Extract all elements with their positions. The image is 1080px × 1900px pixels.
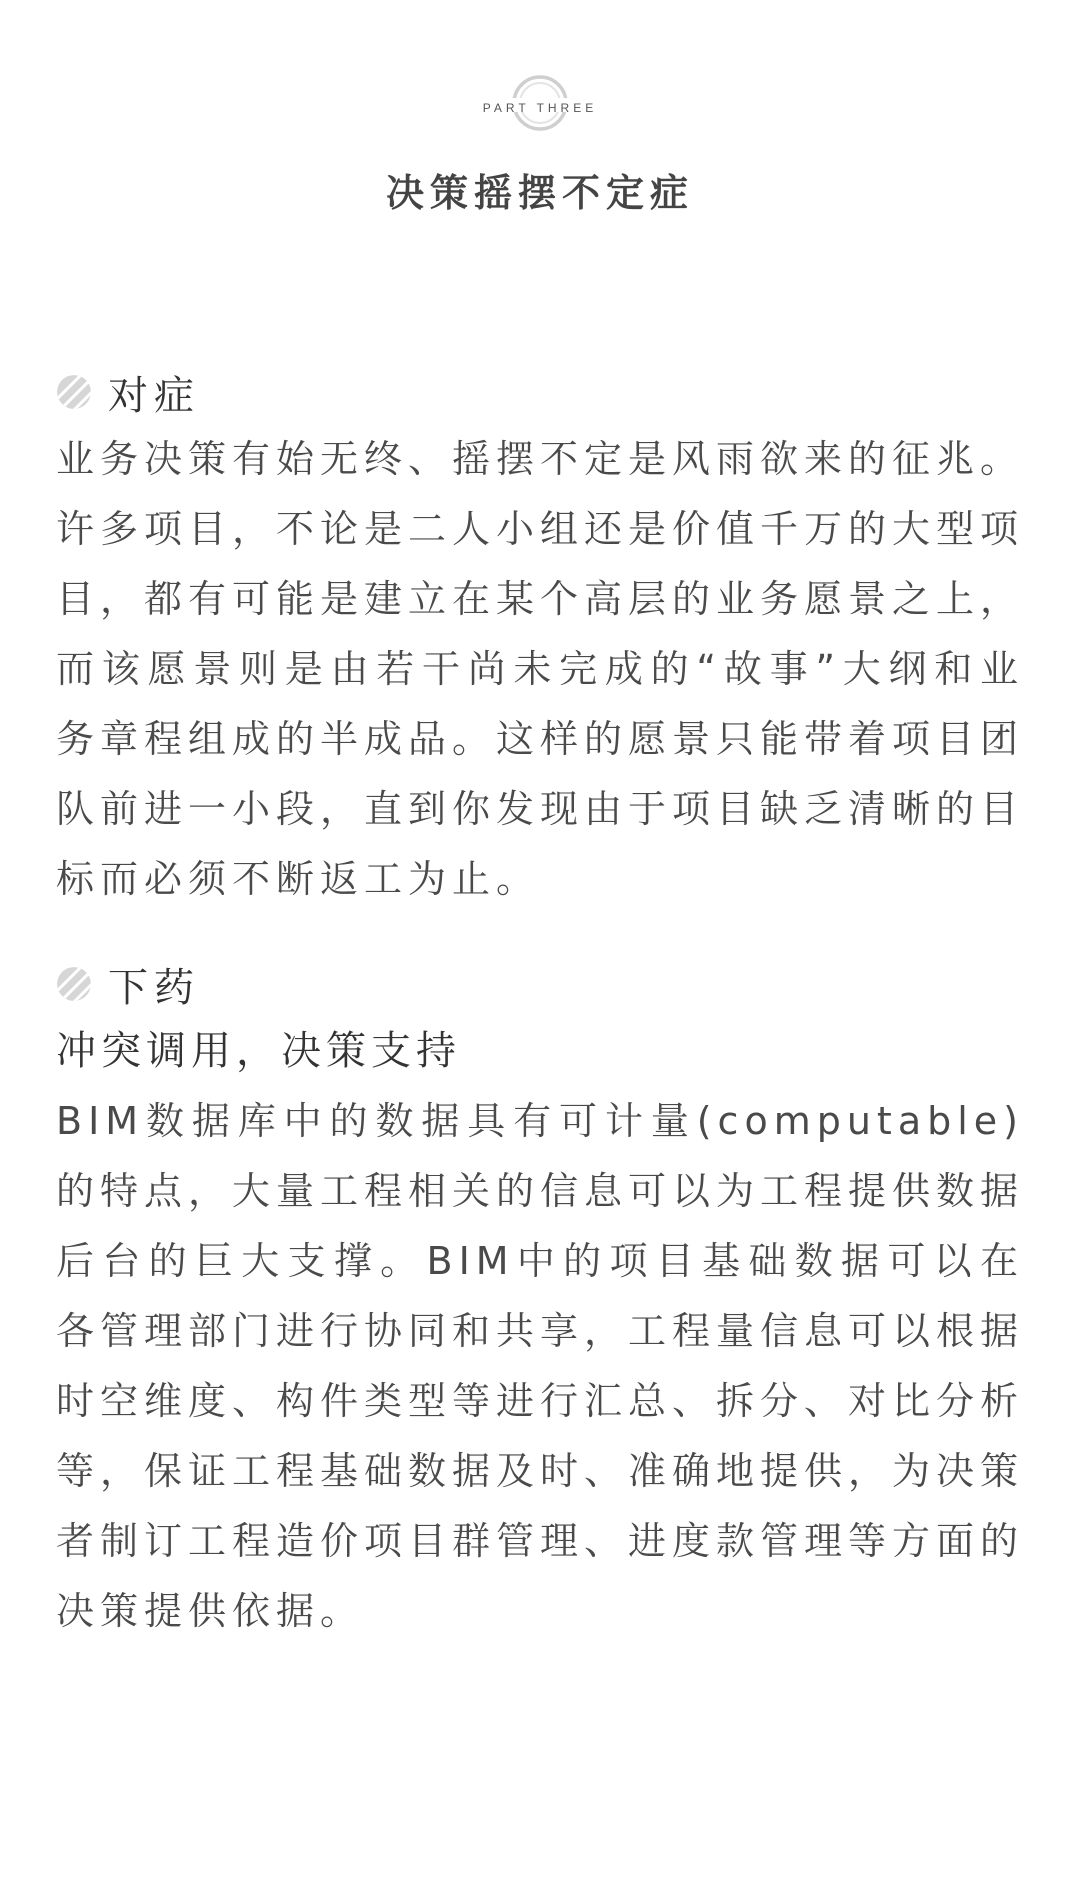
section-title: 下药 <box>108 964 200 1011</box>
striped-circle-icon <box>56 966 92 1002</box>
section-remedy <box>56 952 1024 1646</box>
page-title: 决策摇摆不定症 <box>385 171 694 215</box>
section-title: 对症 <box>108 372 200 419</box>
article-content <box>56 360 1024 1646</box>
ring-ornament-icon <box>440 60 640 140</box>
section-subtitle: 冲突调用，决策支持 <box>56 1028 461 1074</box>
section-body: BIM数据库中的数据具有可计量(computable)的特点，大量工程相关的信息可以为工程提供数据后台的巨大支撑。BIM中的项目基础数据可以在各管理部门进行协同和共享，工程量信息可以根据时空维度、构件类型等进行汇总、拆分、对比分析等，保证工程基础数据及时、准确地提供，为决策者制订工程造价项目群管理、进度款管理等方面的决策提供依据。 <box>56 1099 1025 1633</box>
section-diagnosis <box>56 360 1024 914</box>
part-badge <box>440 60 640 140</box>
striped-circle-icon <box>56 374 92 410</box>
section-header <box>56 360 1024 424</box>
part-label: PART THREE <box>482 101 598 115</box>
section-body: 业务决策有始无终、摇摆不定是风雨欲来的征兆。许多项目，不论是二人小组还是价值千万的大型项目，都有可能是建立在某个高层的业务愿景之上，而该愿景则是由若干尚未完成的“故事”大纲和业务章程组成的半成品。这样的愿景只能带着项目团队前进一小段，直到你发现由于项目缺乏清晰的目标而必须不断返工为止。 <box>56 437 1025 901</box>
section-header <box>56 952 1024 1016</box>
page-header <box>0 60 1080 217</box>
